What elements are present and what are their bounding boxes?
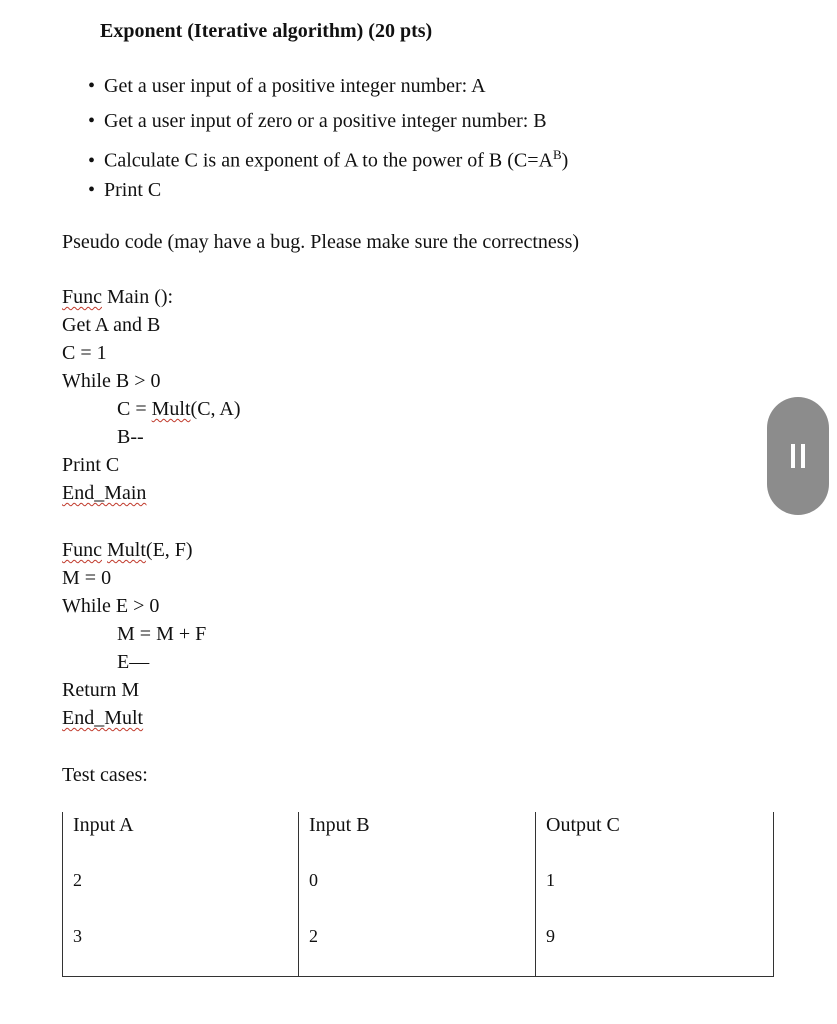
func-keyword: Func <box>62 286 102 308</box>
bullet-icon: • <box>88 178 96 201</box>
table-row <box>63 864 774 920</box>
exponent-superscript: B <box>552 147 562 162</box>
list-item-text: Calculate C is an exponent of A to the power of B (C=A <box>104 149 553 172</box>
test-cases-label: Test cases: <box>62 764 148 786</box>
code-text: (C, A) <box>190 398 241 420</box>
code-line-indented: B-- <box>117 426 144 448</box>
table-cell: 9 <box>536 920 774 977</box>
func-name: Mult <box>107 539 146 561</box>
code-line: Get A and B <box>62 314 161 336</box>
list-item <box>88 72 568 107</box>
table-cell: 2 <box>299 920 536 977</box>
bullet-icon: • <box>88 75 96 97</box>
code-line-indented: M = M + F <box>117 623 207 645</box>
code-line: C = 1 <box>62 342 107 364</box>
table-row <box>63 920 774 977</box>
func-call-name: Mult <box>151 398 191 420</box>
code-line-func-main <box>62 283 173 311</box>
list-item <box>88 141 568 176</box>
column-header: Output C <box>536 812 774 864</box>
code-line-end-main: End_Main <box>62 482 147 504</box>
table-cell: 3 <box>63 920 299 977</box>
grip-icon <box>791 444 795 468</box>
grip-icon <box>801 444 805 468</box>
column-header: Input B <box>299 812 536 864</box>
code-line-indented <box>117 395 241 423</box>
func-keyword: Func <box>62 539 102 561</box>
list-item-text: Print C <box>104 178 162 201</box>
func-signature: Main (): <box>102 286 174 308</box>
pseudo-code-intro: Pseudo code (may have a bug. Please make sure the correctness) <box>62 231 580 253</box>
bullet-icon: • <box>88 149 96 172</box>
code-line-indented: E— <box>117 651 150 673</box>
list-item <box>88 176 568 211</box>
code-line-end-mult: End_Mult <box>62 707 144 729</box>
table-header-row <box>63 812 774 864</box>
table-cell: 0 <box>299 864 536 920</box>
list-item-suffix: ) <box>561 149 569 172</box>
code-line: Return M <box>62 679 140 701</box>
requirements-list <box>88 72 568 210</box>
code-line: While E > 0 <box>62 595 160 617</box>
code-line: While B > 0 <box>62 370 161 392</box>
table-cell: 1 <box>536 864 774 920</box>
code-text: C = <box>117 398 152 420</box>
code-line: Print C <box>62 454 120 476</box>
page-title: Exponent (Iterative algorithm) (20 pts) <box>100 20 433 42</box>
bullet-icon: • <box>88 109 96 132</box>
list-item-text: Get a user input of a positive integer number: A <box>104 75 486 97</box>
func-args: (E, F) <box>145 539 193 561</box>
column-header: Input A <box>63 812 299 864</box>
list-item <box>88 107 568 142</box>
table-cell: 2 <box>63 864 299 920</box>
list-item-text: Get a user input of zero or a positive integer number: B <box>104 109 547 132</box>
test-cases-table <box>62 812 774 977</box>
code-line: M = 0 <box>62 567 112 589</box>
scroll-handle[interactable] <box>767 397 829 515</box>
code-line-func-mult <box>62 536 193 564</box>
